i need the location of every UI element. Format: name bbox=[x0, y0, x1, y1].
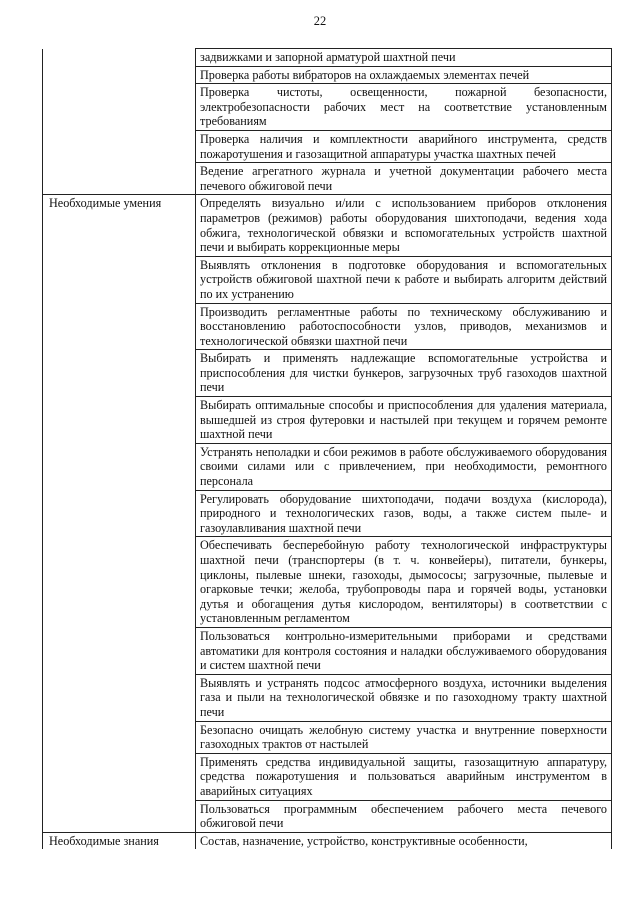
row-text: Проверка чистоты, освещенности, пожарной безопасности, электробезопасности рабочих мест на соответствие установленным требованиям bbox=[196, 84, 612, 131]
row-text: Пользоваться программным обеспечением рабочего места печевого обжиговой печи bbox=[196, 800, 612, 832]
table-row bbox=[43, 66, 612, 84]
table-row bbox=[43, 443, 612, 490]
row-text: задвижками и запорной арматурой шахтной печи bbox=[196, 49, 612, 67]
row-label: Необходимые знания bbox=[43, 832, 196, 849]
row-text: Обеспечивать бесперебойную работу технологической инфраструктуры шахтной печи (транспортеры (в т. ч. конвейеры), питатели, бункеры, циклоны, пылевые шнеки, газоходы, дымососы; загрузочные, пылевые и огарковые течки; желоба, трубопроводы пара и горячей воды, установки дутья и обогащения дутья кислородом, вентиляторы) в соответствии с установленным регламентом bbox=[196, 537, 612, 628]
row-text: Пользоваться контрольно-измерительными приборами и средствами автоматики для контроля состояния и наладки обслуживаемого оборудования и систем шахтной печи bbox=[196, 627, 612, 674]
table-body bbox=[43, 49, 612, 850]
table-row bbox=[43, 397, 612, 444]
table-row bbox=[43, 721, 612, 753]
row-text: Производить регламентные работы по техническому обслуживанию и восстановлению работоспособности узлов, приводов, механизмов и технологической обвязки шахтной печи bbox=[196, 303, 612, 350]
table-row bbox=[43, 195, 612, 256]
row-label bbox=[43, 490, 196, 537]
table-row bbox=[43, 537, 612, 628]
row-label bbox=[43, 800, 196, 832]
row-text: Выбирать оптимальные способы и приспособления для удаления материала, вышедшей из строя футеровки и настылей при текущем и горячем ремонте шахтной печи bbox=[196, 397, 612, 444]
row-label bbox=[43, 66, 196, 84]
table-row bbox=[43, 800, 612, 832]
row-label bbox=[43, 537, 196, 628]
row-label bbox=[43, 674, 196, 721]
row-label bbox=[43, 49, 196, 67]
table-row bbox=[43, 753, 612, 800]
row-text: Ведение агрегатного журнала и учетной документации рабочего места печевого обжиговой печи bbox=[196, 163, 612, 195]
table-row bbox=[43, 832, 612, 849]
row-text: Выявлять отклонения в подготовке оборудования и вспомогательных устройств обжиговой шахтной печи к работе и выбирать алгоритм действий по их устранению bbox=[196, 256, 612, 303]
table-row bbox=[43, 256, 612, 303]
row-text: Определять визуально и/или с использованием приборов отклонения параметров (режимов) работы оборудования шихтоподачи, ведения хода обжига, технологической обвязки и вспомогательных устройств шахтной печи и выбирать коррекционные меры bbox=[196, 195, 612, 256]
row-label: Необходимые умения bbox=[43, 195, 196, 256]
row-text: Безопасно очищать желобную систему участка и внутренние поверхности газоходных трактов от настылей bbox=[196, 721, 612, 753]
table-row bbox=[43, 84, 612, 131]
row-label bbox=[43, 163, 196, 195]
row-text: Состав, назначение, устройство, конструктивные особенности, bbox=[196, 832, 612, 849]
row-text: Выявлять и устранять подсос атмосферного воздуха, источники выделения газа и пыли на технологической обвязке и по газоходному тракту шахтной печи bbox=[196, 674, 612, 721]
row-label bbox=[43, 303, 196, 350]
row-text: Выбирать и применять надлежащие вспомогательные устройства и приспособления для чистки бункеров, загрузочных труб газоходов шахтной печи bbox=[196, 350, 612, 397]
row-label bbox=[43, 753, 196, 800]
row-label bbox=[43, 627, 196, 674]
table-row bbox=[43, 674, 612, 721]
row-text: Устранять неполадки и сбои режимов в работе обслуживаемого оборудования своими силами или с привлечением, при необходимости, ремонтного персонала bbox=[196, 443, 612, 490]
table-row bbox=[43, 163, 612, 195]
table-row bbox=[43, 490, 612, 537]
row-text: Применять средства индивидуальной защиты, газозащитную аппаратуру, средства пожаротушения и пользоваться аварийным инструментом в аварийных ситуациях bbox=[196, 753, 612, 800]
row-label bbox=[43, 397, 196, 444]
row-label bbox=[43, 130, 196, 162]
table-row bbox=[43, 49, 612, 67]
row-label bbox=[43, 84, 196, 131]
row-label bbox=[43, 721, 196, 753]
table-row bbox=[43, 303, 612, 350]
page-number: 22 bbox=[313, 14, 327, 28]
requirements-table bbox=[42, 48, 612, 849]
row-label bbox=[43, 350, 196, 397]
row-text: Проверка наличия и комплектности аварийного инструмента, средств пожаротушения и газозащитной аппаратуры участка шахтных печей bbox=[196, 130, 612, 162]
row-text: Регулировать оборудование шихтоподачи, подачи воздуха (кислорода), природного и технологических газов, воды, а также систем пыле- и газоулавливания шахтной печи bbox=[196, 490, 612, 537]
table-row bbox=[43, 130, 612, 162]
row-label bbox=[43, 256, 196, 303]
table-row bbox=[43, 627, 612, 674]
row-text: Проверка работы вибраторов на охлаждаемых элементах печей bbox=[196, 66, 612, 84]
row-label bbox=[43, 443, 196, 490]
table-row bbox=[43, 350, 612, 397]
